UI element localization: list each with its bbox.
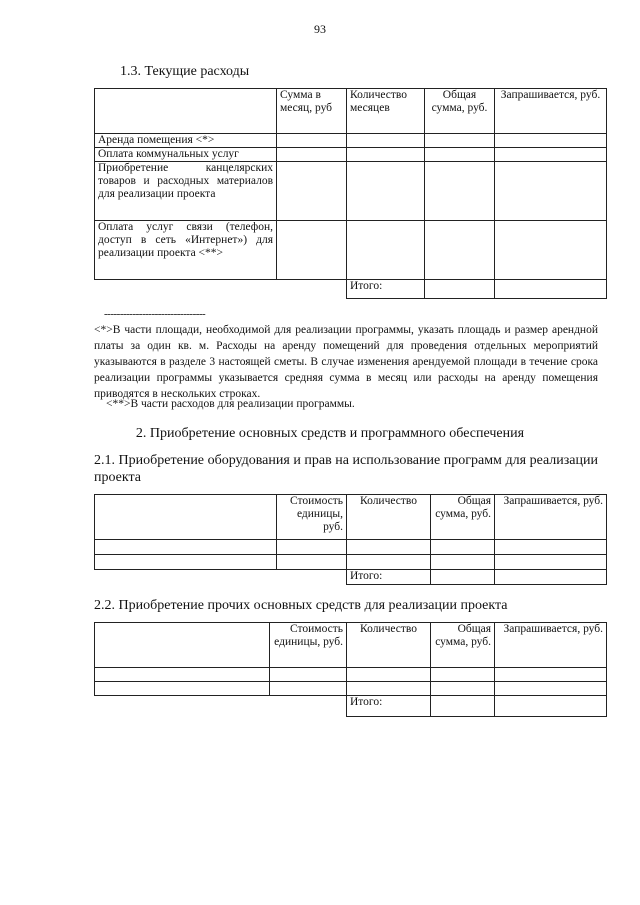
table-cell[interactable] — [495, 682, 607, 696]
table-cell[interactable] — [347, 134, 425, 148]
table-row — [95, 134, 607, 148]
other-assets-table — [94, 622, 607, 717]
header-cell: Сумма в месяц, руб — [277, 89, 347, 134]
section-1-3-title: 1.3. Текущие расходы — [120, 64, 250, 79]
table-cell[interactable] — [425, 134, 495, 148]
table-cell[interactable] — [425, 162, 495, 221]
header-cell: Общая сумма, руб. — [431, 623, 495, 668]
table-header-row — [95, 495, 607, 540]
footnote-separator: -------------------------------- — [104, 308, 206, 320]
table-cell[interactable] — [277, 134, 347, 148]
table-cell[interactable] — [495, 540, 607, 555]
table-cell[interactable] — [277, 221, 347, 280]
table-row — [95, 668, 607, 682]
table-cell[interactable] — [495, 148, 607, 162]
header-cell: Запрашивается, руб. — [495, 623, 607, 668]
table-cell[interactable] — [277, 540, 347, 555]
row-label: Аренда помещения <*> — [95, 134, 277, 148]
header-cell: Количество месяцев — [347, 89, 425, 134]
table-cell[interactable] — [347, 555, 431, 570]
table-cell[interactable] — [347, 540, 431, 555]
table-cell[interactable] — [347, 162, 425, 221]
table-cell[interactable] — [431, 540, 495, 555]
total-label: Итого: — [347, 280, 425, 299]
header-cell: Количество — [347, 623, 431, 668]
table-row — [95, 682, 607, 696]
total-cell[interactable] — [495, 280, 607, 299]
header-cell: Стоимость единицы, руб. — [277, 495, 347, 540]
table-cell[interactable] — [495, 134, 607, 148]
table-cell[interactable] — [431, 682, 495, 696]
table-row — [95, 221, 607, 280]
table-cell[interactable] — [431, 555, 495, 570]
table-cell[interactable] — [495, 555, 607, 570]
table-cell[interactable] — [347, 682, 431, 696]
equipment-table — [94, 494, 607, 585]
table-row — [95, 555, 607, 570]
page-number: 93 — [314, 22, 326, 36]
table-cell[interactable] — [270, 682, 347, 696]
footnote-2: <**>В части расходов для реализации программы. — [106, 398, 355, 410]
table-cell[interactable] — [347, 668, 431, 682]
table-cell[interactable] — [495, 221, 607, 280]
table-cell[interactable] — [495, 668, 607, 682]
total-cell[interactable] — [495, 570, 607, 585]
table-row — [95, 148, 607, 162]
table-cell[interactable] — [347, 221, 425, 280]
total-label: Итого: — [347, 696, 431, 717]
section-2-2-title: 2.2. Приобретение прочих основных средств для реализации проекта — [94, 598, 508, 613]
table-cell[interactable] — [431, 668, 495, 682]
table-row — [95, 540, 607, 555]
total-cell[interactable] — [425, 280, 495, 299]
header-cell: Количество — [347, 495, 431, 540]
table-cell[interactable] — [495, 162, 607, 221]
table-cell[interactable] — [95, 682, 270, 696]
table-header-row — [95, 89, 607, 134]
total-row — [95, 696, 607, 717]
header-cell: Запрашивается, руб. — [495, 495, 607, 540]
table-cell[interactable] — [270, 668, 347, 682]
section-2-1-title: 2.1. Приобретение оборудования и прав на использование программ для реализации проекта — [94, 453, 598, 485]
total-row — [95, 570, 607, 585]
header-cell-empty — [95, 495, 277, 540]
table-cell[interactable] — [95, 555, 277, 570]
table-header-row — [95, 623, 607, 668]
table-row — [95, 162, 607, 221]
current-expenses-table — [94, 88, 607, 299]
header-cell-empty — [95, 89, 277, 134]
table-cell[interactable] — [277, 148, 347, 162]
row-label: Приобретение канцелярских товаров и расходных материалов для реализации проекта — [95, 162, 277, 221]
header-cell: Стоимость единицы, руб. — [270, 623, 347, 668]
total-cell[interactable] — [431, 696, 495, 717]
table-cell[interactable] — [425, 148, 495, 162]
table-cell[interactable] — [95, 540, 277, 555]
total-cell[interactable] — [431, 570, 495, 585]
footnote-1: <*>В части площади, необходимой для реализации программы, указать площадь и размер арендной платы за один кв. м. Расходы на аренду помещений для проведения отдельных мероприятий указываются в разделе 3 настоящей сметы. В случае изменения арендуемой площади в течение срока реализации программы указывается средняя сумма в месяц или расходы на аренду помещения приводятся в нескольких строках. — [94, 324, 598, 400]
section-2-title: 2. Приобретение основных средств и программного обеспечения — [135, 426, 525, 441]
header-cell-empty — [95, 623, 270, 668]
table-cell[interactable] — [347, 148, 425, 162]
header-cell: Общая сумма, руб. — [425, 89, 495, 134]
row-label: Оплата коммунальных услуг — [95, 148, 277, 162]
header-cell: Запрашивается, руб. — [495, 89, 607, 134]
table-cell[interactable] — [425, 221, 495, 280]
total-cell[interactable] — [495, 696, 607, 717]
total-label: Итого: — [347, 570, 431, 585]
total-row — [95, 280, 607, 299]
table-cell[interactable] — [277, 162, 347, 221]
row-label: Оплата услуг связи (телефон, доступ в сеть «Интернет») для реализации проекта <**> — [95, 221, 277, 280]
table-cell[interactable] — [95, 668, 270, 682]
table-cell[interactable] — [277, 555, 347, 570]
header-cell: Общая сумма, руб. — [431, 495, 495, 540]
